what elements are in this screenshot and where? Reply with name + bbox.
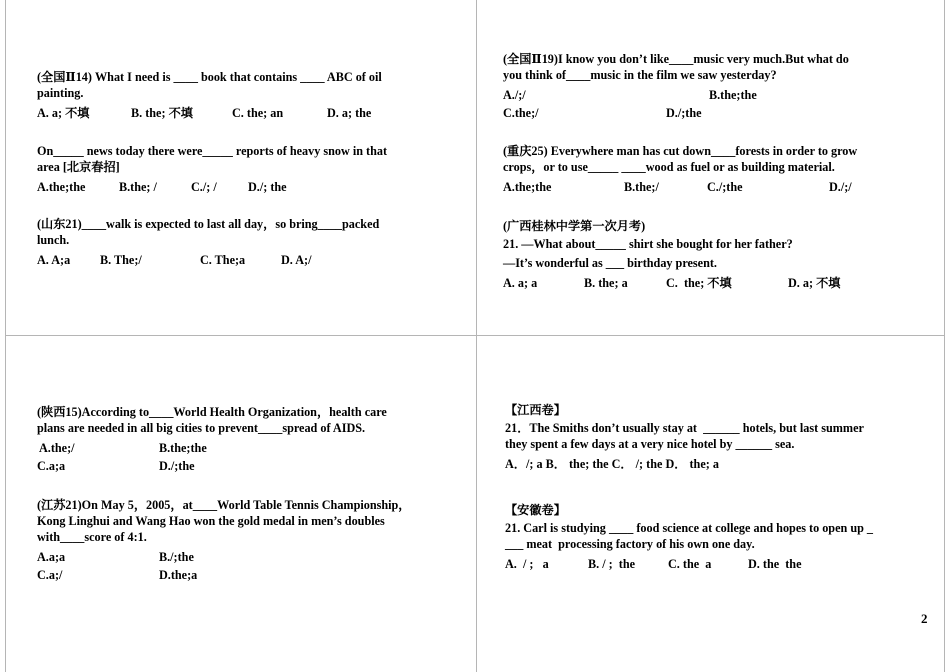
option-d: D./; the [248, 180, 287, 194]
option-a: A. a; 不填 [37, 106, 90, 120]
option-a: A.a;a [37, 550, 66, 564]
option-c: C. the a [668, 557, 712, 571]
option-a: A. a; a [503, 276, 538, 290]
question-chongqing-25 [503, 143, 903, 197]
question-source: (广西桂林中学第一次月考) [503, 219, 646, 233]
question-stem: ___ meat processing factory of his own one day. [505, 537, 755, 551]
option-c: C./;the [707, 180, 743, 194]
option-d: D. the the [748, 557, 802, 571]
answer-options [37, 440, 437, 458]
option-d: D./;/ [829, 180, 852, 194]
option-b: B.the; / [119, 180, 157, 194]
option-b: B. the; a [584, 276, 628, 290]
question-quanguo-14 [37, 69, 437, 123]
question-stem: with____score of 4:1. [37, 530, 147, 544]
section-heading: 【江西卷】 [505, 403, 566, 417]
option-b: B. / ; the [588, 557, 636, 571]
option-b: B.the;the [159, 441, 207, 455]
answer-options [37, 105, 437, 123]
question-beijing-spring [37, 143, 437, 197]
option-c: C.the;/ [503, 106, 539, 120]
option-d: D. a; the [327, 106, 372, 120]
option-d: D./;the [666, 106, 702, 120]
question-stem: (全国Ⅱ19)I know you don’t like____music very much.But what do [503, 52, 849, 66]
question-jiangsu-21 [37, 497, 457, 585]
option-b: B.the;the [709, 88, 757, 102]
option-b: B. The;/ [100, 253, 142, 267]
question-stem: area [北京春招] [37, 160, 120, 174]
question-stem: On_____ news today there were_____ reports of heavy snow in that [37, 144, 388, 158]
option-c: C.a;/ [37, 568, 63, 582]
page-number: 2 [921, 611, 928, 626]
question-stem: (全国Ⅱ14) What I need is ____ book that contains ____ ABC of oil [37, 70, 382, 84]
question-shaanxi-15 [37, 404, 437, 476]
option-d: D./;the [159, 459, 195, 473]
question-stem: (山东21)____walk is expected to last all day，so bring____packed [37, 217, 380, 231]
answer-options [503, 87, 903, 105]
question-guilin-21 [503, 218, 903, 293]
answer-options [503, 275, 903, 293]
question-stem: 21. Carl is studying ____ food science at college and hopes to open up _ [505, 521, 874, 535]
question-stem: (陕西15)According to____World Health Organization，health care [37, 405, 387, 419]
answer-options [503, 179, 903, 197]
question-stem: 21. —What about_____ shirt she bought for her father? [503, 237, 793, 251]
option-b: B. the; 不填 [131, 106, 193, 120]
option-c: C.a;a [37, 459, 66, 473]
option-d: D. a; 不填 [788, 276, 841, 290]
option-d: D. A;/ [281, 253, 312, 267]
question-stem: (江苏21)On May 5，2005，at____World Table Tennis Championship， [37, 498, 411, 512]
section-heading: 【安徽卷】 [505, 503, 566, 517]
answer-options [505, 556, 925, 574]
question-stem: Kong Linghui and Wang Hao won the gold medal in men’s doubles [37, 514, 385, 528]
question-stem: lunch. [37, 233, 70, 247]
answer-options [37, 567, 457, 585]
option-b: B.the;/ [624, 180, 659, 194]
option-c: C. The;a [200, 253, 246, 267]
question-stem: painting. [37, 86, 84, 100]
option-a: A. A;a [37, 253, 71, 267]
option-a: A.the;the [503, 180, 552, 194]
question-stem: —It’s wonderful as ___ birthday present. [503, 256, 717, 270]
option-a: A./;/ [503, 88, 526, 102]
option-a: A. / ; a [505, 557, 549, 571]
option-d: D.the;a [159, 568, 198, 582]
answer-options [503, 105, 903, 123]
question-stem: you think of____music in the film we saw yesterday? [503, 68, 777, 82]
answer-options [37, 252, 437, 270]
question-stem: crops，or to use_____ ____wood as fuel or as building material. [503, 160, 835, 174]
question-anhui-21 [505, 502, 925, 574]
option-b: B./;the [159, 550, 194, 564]
answer-options [37, 179, 437, 197]
question-quanguo-19 [503, 51, 903, 123]
answer-options [37, 458, 437, 476]
question-shandong-21 [37, 216, 437, 270]
option-c: C. the; 不填 [666, 276, 732, 290]
question-stem: (重庆25) Everywhere man has cut down____forests in order to grow [503, 144, 858, 158]
option-c: C./; / [191, 180, 217, 194]
answer-options: A．/; a B． the; the C． /; the D． the; a [505, 457, 719, 471]
option-c: C. the; an [232, 106, 284, 120]
option-a: A.the;the [37, 180, 86, 194]
question-jiangxi-21 [505, 402, 925, 472]
option-a: A.the;/ [39, 441, 75, 455]
horizontal-divider [5, 335, 945, 336]
answer-options [37, 549, 457, 567]
question-stem: plans are needed in all big cities to prevent____spread of AIDS. [37, 421, 366, 435]
question-stem: 21．The Smiths don’t usually stay at ______ hotels, but last summer [505, 421, 864, 435]
question-stem: they spent a few days at a very nice hotel by ______ sea. [505, 437, 795, 451]
